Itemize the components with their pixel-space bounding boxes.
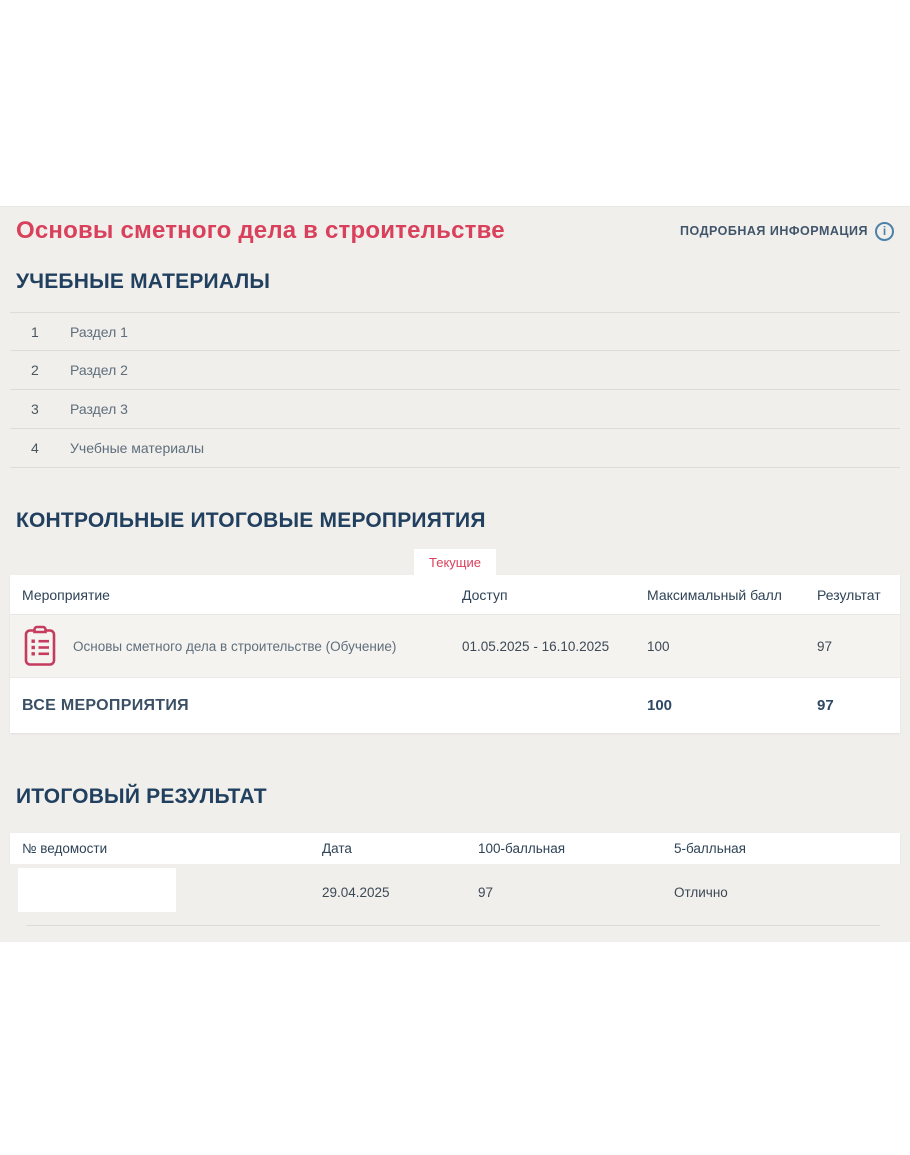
result-date: 29.04.2025	[322, 884, 390, 900]
materials-row[interactable]	[10, 390, 900, 429]
detailed-info-link[interactable]	[680, 222, 894, 241]
total-label: ВСЕ МЕРОПРИЯТИЯ	[22, 696, 189, 714]
sheet-number-cell	[10, 868, 310, 917]
event-link[interactable]: Основы сметного дела в строительстве (Обучение)	[73, 638, 397, 654]
materials-list	[10, 312, 900, 468]
control-events-table	[10, 575, 900, 733]
section-link[interactable]: Раздел 3	[70, 401, 128, 417]
col-header-sheet-no: № ведомости	[22, 841, 108, 856]
col-header-result: Результат	[817, 586, 881, 603]
final-result-table	[10, 833, 900, 864]
bottom-divider	[26, 925, 880, 926]
result-score-100: 97	[478, 884, 494, 900]
row-number: 2	[31, 362, 39, 378]
table-header-row	[10, 833, 900, 864]
col-header-scale-5: 5-балльная	[674, 841, 746, 856]
materials-row[interactable]	[10, 312, 900, 351]
table-row[interactable]	[10, 614, 900, 677]
section-link[interactable]: Раздел 2	[70, 362, 128, 378]
col-header-scale-100: 100-балльная	[478, 841, 566, 856]
detailed-info-label: ПОДРОБНАЯ ИНФОРМАЦИЯ	[680, 224, 868, 238]
row-number: 4	[31, 440, 39, 456]
course-page-content	[0, 206, 910, 942]
total-result: 97	[817, 697, 834, 714]
final-result-heading: ИТОГОВЫЙ РЕЗУЛЬТАТ	[16, 785, 267, 808]
page-header	[16, 217, 894, 245]
row-number: 3	[31, 401, 39, 417]
total-max-score: 100	[647, 697, 673, 714]
tab-current-events[interactable]: Текущие	[414, 549, 496, 577]
event-max-score: 100	[647, 638, 670, 654]
info-circle-icon[interactable]: i	[875, 222, 894, 241]
col-header-date: Дата	[322, 841, 352, 856]
result-score-5: Отлично	[674, 884, 728, 900]
materials-row[interactable]	[10, 429, 900, 468]
control-events-heading: КОНТРОЛЬНЫЕ ИТОГОВЫЕ МЕРОПРИЯТИЯ	[16, 509, 486, 532]
col-header-event: Мероприятие	[22, 586, 110, 603]
row-number: 1	[31, 323, 39, 340]
col-header-access: Доступ	[462, 586, 508, 603]
sheet-number-redacted	[18, 868, 176, 912]
materials-row[interactable]	[10, 351, 900, 390]
materials-heading: УЧЕБНЫЕ МАТЕРИАЛЫ	[16, 270, 271, 293]
clipboard-list-icon	[22, 624, 58, 668]
event-access-dates: 01.05.2025 - 16.10.2025	[462, 638, 610, 654]
section-link[interactable]: Учебные материалы	[70, 440, 205, 456]
section-link[interactable]: Раздел 1	[70, 323, 128, 340]
table-total-row	[10, 677, 900, 733]
table-header-row	[10, 575, 900, 614]
col-header-max-score: Максимальный балл	[647, 586, 782, 603]
event-result: 97	[817, 638, 833, 654]
events-tab-bar	[16, 549, 894, 575]
page-title: Основы сметного дела в строительстве	[16, 217, 505, 244]
final-result-row	[10, 864, 900, 920]
